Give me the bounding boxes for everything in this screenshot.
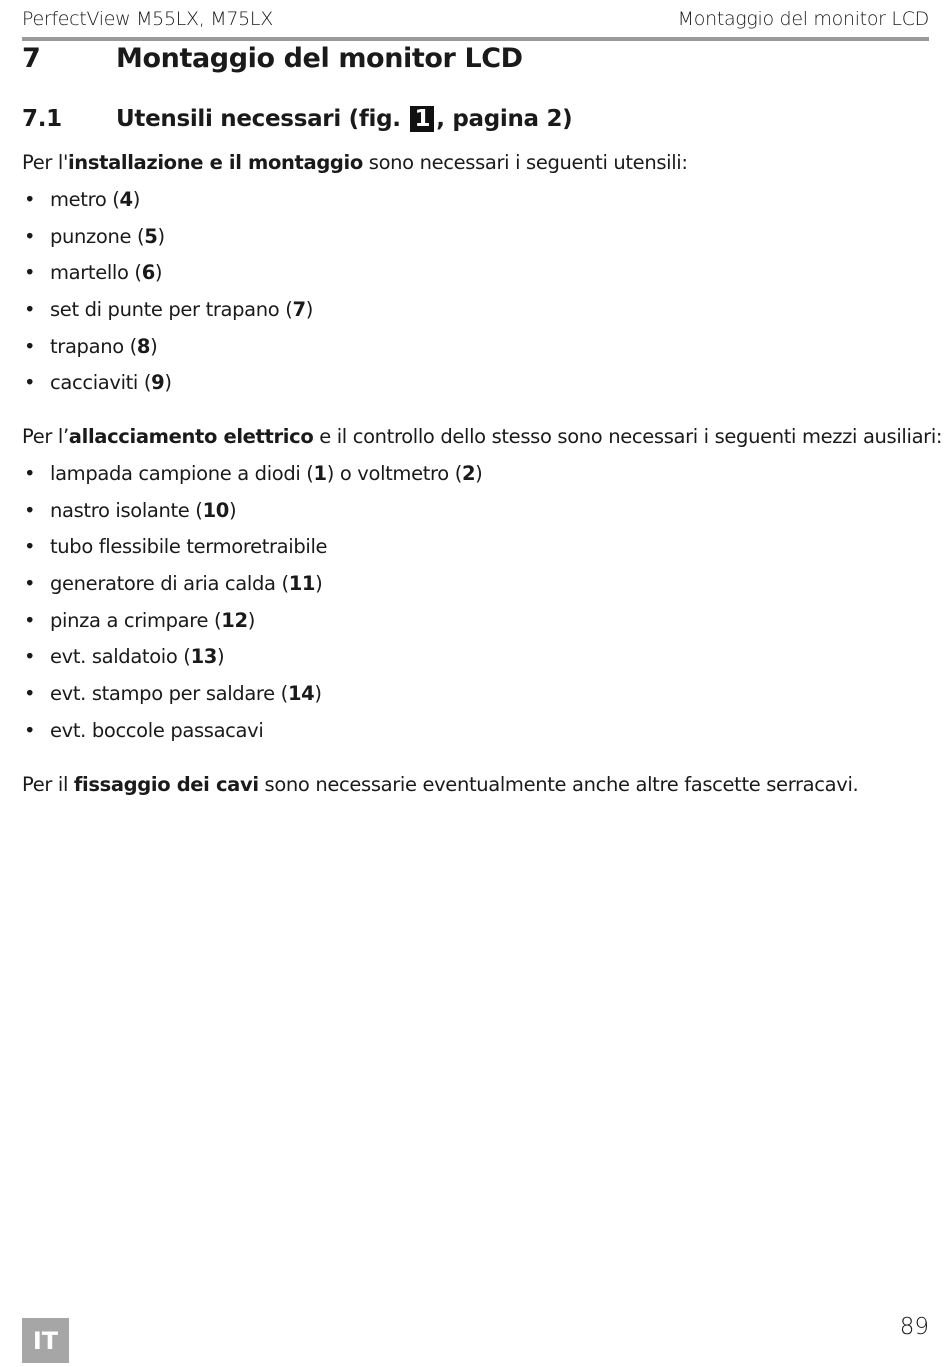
list-item bbox=[22, 462, 482, 499]
aids-list bbox=[22, 462, 482, 756]
bullet-icon: • bbox=[24, 371, 36, 395]
figure-reference-badge: 1 bbox=[410, 106, 434, 132]
bullet-icon: • bbox=[24, 498, 36, 522]
bullet-icon: • bbox=[24, 718, 36, 742]
subsection-title bbox=[116, 106, 572, 132]
item-text: evt. boccole passacavi bbox=[50, 718, 264, 742]
list-item bbox=[22, 572, 482, 609]
page-header bbox=[22, 8, 929, 34]
list-item bbox=[22, 535, 482, 572]
subsection-number: 7.1 bbox=[22, 106, 62, 132]
item-text: martello ( bbox=[50, 261, 142, 285]
item-number: 12 bbox=[221, 608, 248, 632]
item-number: 4 bbox=[119, 188, 133, 211]
subsection-title-start: Utensili necessari (fig. bbox=[116, 106, 401, 132]
item-number-2: 2 bbox=[461, 462, 476, 485]
cable-fixing-paragraph bbox=[22, 773, 858, 796]
item-close: ) bbox=[315, 572, 323, 596]
bullet-icon: • bbox=[24, 188, 36, 211]
list-item bbox=[22, 609, 482, 646]
item-text-mid: ) o voltmetro ( bbox=[326, 462, 462, 485]
item-text: lampada campione a diodi ( bbox=[50, 462, 314, 485]
header-divider bbox=[22, 37, 929, 41]
item-close: ) bbox=[217, 645, 225, 669]
item-close: ) bbox=[132, 188, 140, 211]
cable-fixing-text-end: sono necessarie eventualmente anche altre fascette serracavi. bbox=[258, 773, 859, 796]
item-text: nastro isolante ( bbox=[50, 498, 203, 522]
bullet-icon: • bbox=[24, 334, 36, 358]
item-close: ) bbox=[314, 682, 322, 706]
subsection-title-end: , pagina 2) bbox=[436, 106, 573, 132]
list-item bbox=[22, 225, 313, 262]
list-item bbox=[22, 371, 313, 408]
language-badge: IT bbox=[22, 1318, 69, 1363]
tools-intro-text-end: sono necessari i seguenti utensili: bbox=[362, 151, 688, 174]
item-text: metro ( bbox=[50, 188, 120, 211]
item-close: ) bbox=[305, 298, 313, 322]
tools-list bbox=[22, 188, 313, 408]
item-text: generatore di aria calda ( bbox=[50, 572, 289, 596]
list-item bbox=[22, 298, 313, 335]
bullet-icon: • bbox=[24, 224, 36, 248]
electrical-intro-text: Per l’ bbox=[22, 425, 69, 448]
page-number: 89 bbox=[899, 1314, 929, 1340]
item-number: 14 bbox=[287, 682, 315, 706]
item-number: 5 bbox=[144, 224, 158, 248]
bullet-icon: • bbox=[24, 608, 36, 632]
tools-intro-text: Per l' bbox=[22, 151, 68, 174]
bullet-icon: • bbox=[24, 682, 36, 706]
item-number: 1 bbox=[313, 462, 327, 485]
item-close: ) bbox=[154, 261, 163, 285]
item-number: 6 bbox=[141, 261, 155, 285]
list-item bbox=[22, 682, 482, 719]
item-text: set di punte per trapano ( bbox=[50, 298, 293, 322]
section-number: 7 bbox=[22, 43, 41, 74]
tools-intro-bold: installazione e il montaggio bbox=[67, 151, 363, 174]
electrical-intro-paragraph bbox=[22, 425, 942, 448]
item-close: ) bbox=[150, 334, 158, 358]
item-number: 11 bbox=[288, 572, 316, 596]
bullet-icon: • bbox=[24, 462, 36, 485]
item-close: ) bbox=[475, 462, 483, 485]
bullet-icon: • bbox=[24, 298, 36, 322]
item-number: 7 bbox=[292, 298, 306, 322]
cable-fixing-bold: fissaggio dei cavi bbox=[73, 773, 259, 796]
bullet-icon: • bbox=[24, 535, 36, 559]
item-number: 10 bbox=[202, 498, 230, 522]
item-close: ) bbox=[247, 608, 255, 632]
cable-fixing-text: Per il bbox=[22, 773, 74, 796]
header-chapter-title: Montaggio del monitor LCD bbox=[677, 8, 929, 30]
list-item bbox=[22, 261, 313, 298]
list-item bbox=[22, 645, 482, 682]
electrical-intro-bold: allacciamento elettrico bbox=[68, 425, 314, 448]
item-text: tubo flessibile termoretraibile bbox=[50, 535, 328, 559]
item-close: ) bbox=[164, 371, 172, 395]
section-title: Montaggio del monitor LCD bbox=[116, 43, 523, 74]
list-item bbox=[22, 188, 313, 225]
item-text: trapano ( bbox=[50, 334, 137, 358]
item-number: 13 bbox=[190, 645, 218, 669]
header-product-name: PerfectView M55LX, M75LX bbox=[22, 8, 273, 30]
bullet-icon: • bbox=[24, 261, 36, 285]
item-number: 9 bbox=[151, 371, 165, 395]
list-item bbox=[22, 335, 313, 372]
item-text: pinza a crimpare ( bbox=[50, 608, 222, 632]
item-text: punzone ( bbox=[50, 224, 145, 248]
bullet-icon: • bbox=[24, 645, 36, 669]
electrical-intro-text-end: e il controllo dello stesso sono necessari i seguenti mezzi ausiliari: bbox=[313, 425, 943, 448]
item-close: ) bbox=[229, 498, 237, 522]
item-number: 8 bbox=[136, 334, 151, 358]
bullet-icon: • bbox=[24, 572, 36, 596]
list-item bbox=[22, 499, 482, 536]
item-close: ) bbox=[157, 224, 165, 248]
item-text: evt. stampo per saldare ( bbox=[50, 682, 288, 706]
list-item bbox=[22, 719, 482, 756]
item-text: evt. saldatoio ( bbox=[50, 645, 191, 669]
item-text: cacciaviti ( bbox=[50, 371, 152, 395]
tools-intro-paragraph bbox=[22, 151, 688, 174]
